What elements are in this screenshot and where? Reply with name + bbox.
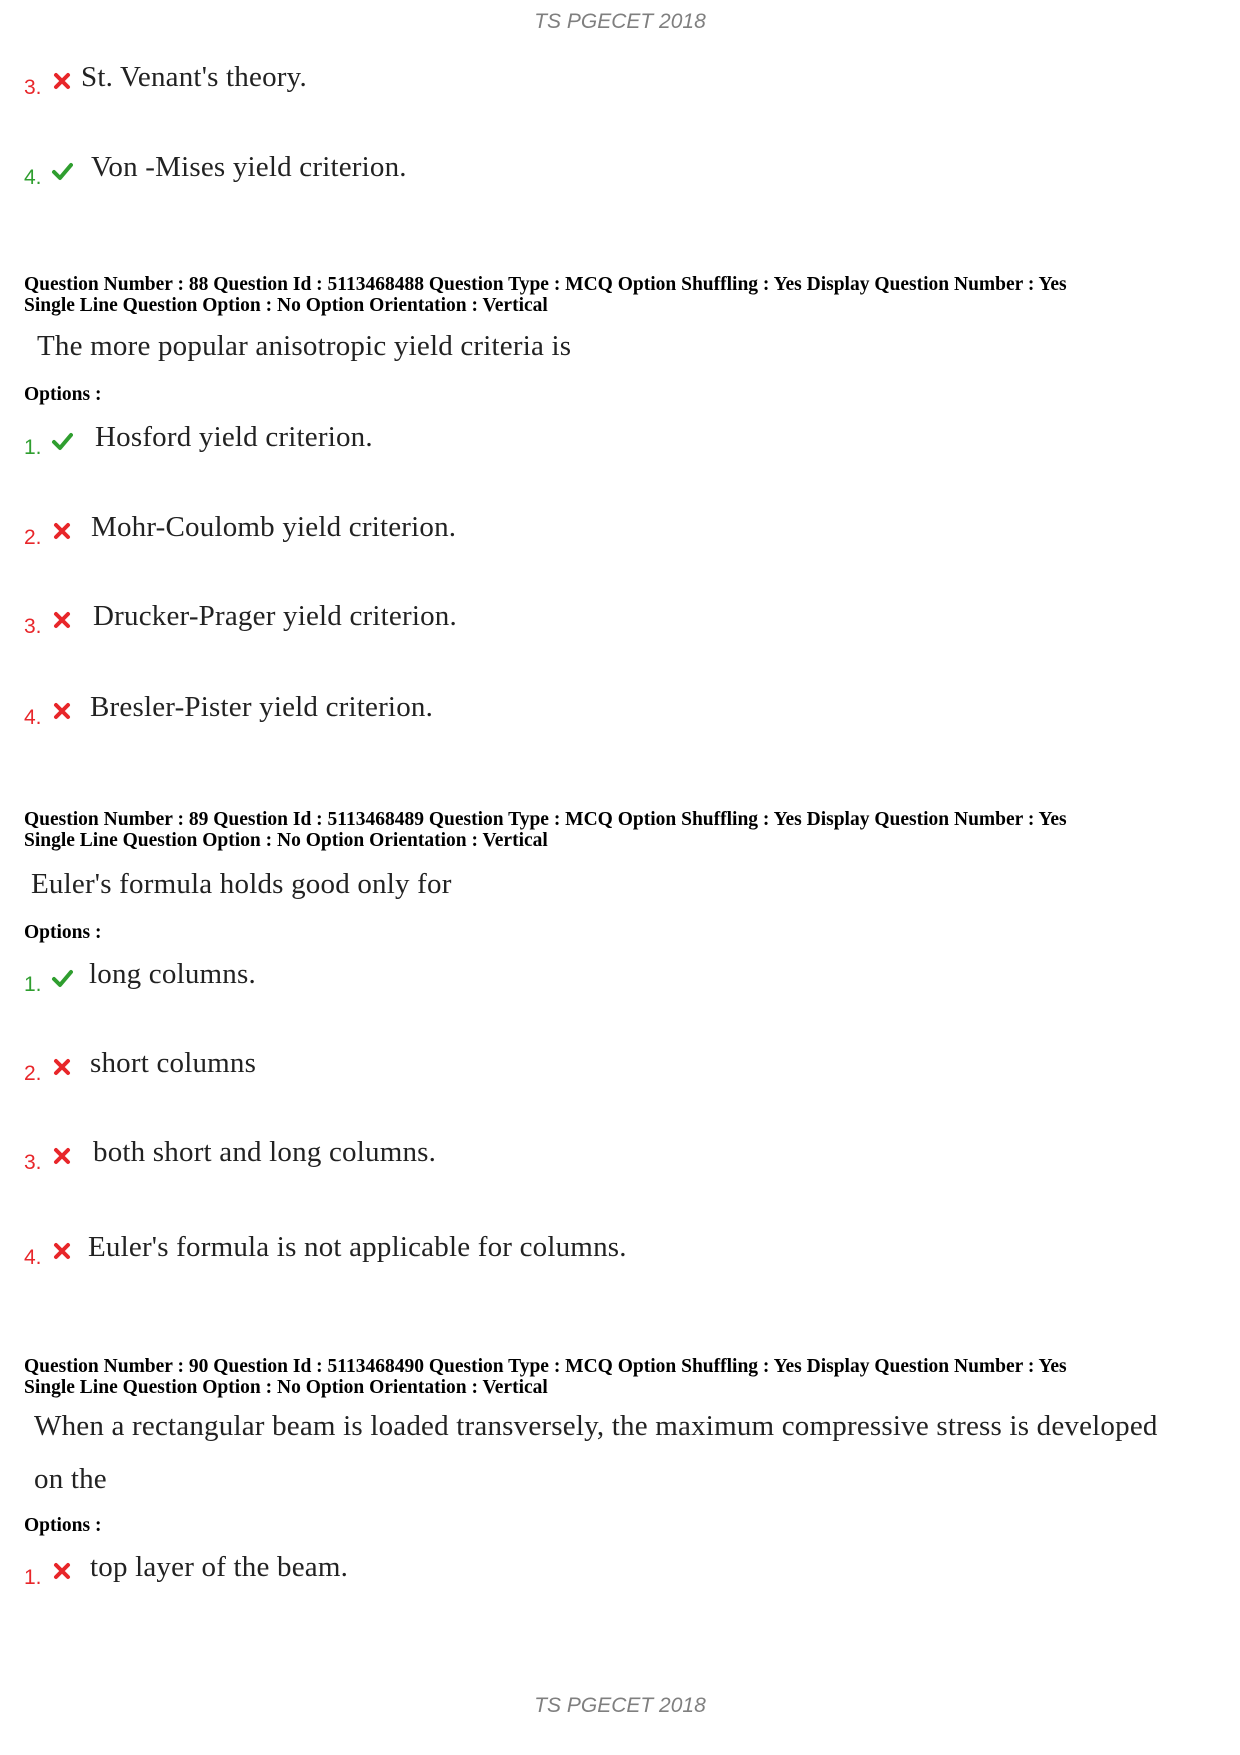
question-meta-line2: Single Line Question Option : No Option Orientation : Vertical [24,830,548,851]
option-number: 4. [24,706,42,729]
option-number: 1. [24,1566,42,1589]
option-text: top layer of the beam. [90,1551,349,1583]
option-text: Bresler-Pister yield criterion. [90,691,434,723]
option-text: Von -Mises yield criterion. [91,151,407,183]
cross-mark-icon [51,70,73,92]
option-text: both short and long columns. [93,1136,437,1168]
options-label: Options : [24,1515,102,1536]
question-meta-line1: Question Number : 89 Question Id : 5113468489 Question Type : MCQ Option Shuffling : Yes Display Question Number : Yes [24,809,1067,830]
cross-mark-icon [51,609,73,631]
page-header: TS PGECET 2018 [534,10,706,33]
question-meta-line1: Question Number : 88 Question Id : 5113468488 Question Type : MCQ Option Shuffling : Yes Display Question Number : Yes [24,274,1067,295]
question-meta-line2: Single Line Question Option : No Option Orientation : Vertical [24,295,548,316]
question-text: The more popular anisotropic yield criteria is [37,330,572,362]
question-meta-line1: Question Number : 90 Question Id : 5113468490 Question Type : MCQ Option Shuffling : Yes Display Question Number : Yes [24,1356,1067,1377]
option-number: 1. [24,973,42,996]
question-text-continued: on the [34,1463,107,1495]
options-label: Options : [24,384,102,405]
option-number: 4. [24,166,42,189]
cross-mark-icon [51,1240,73,1262]
option-number: 3. [24,615,42,638]
option-text: Euler's formula is not applicable for columns. [88,1231,627,1263]
cross-mark-icon [51,1560,73,1582]
question-meta-line2: Single Line Question Option : No Option Orientation : Vertical [24,1377,548,1398]
option-text: Mohr-Coulomb yield criterion. [91,511,457,543]
cross-mark-icon [51,1056,73,1078]
option-text: long columns. [89,958,256,990]
check-mark-icon [51,967,73,989]
option-text: St. Venant's theory. [81,61,307,93]
option-number: 4. [24,1246,42,1269]
page-footer: TS PGECET 2018 [534,1694,706,1717]
option-number: 3. [24,1151,42,1174]
option-number: 2. [24,1062,42,1085]
question-text: Euler's formula holds good only for [31,868,452,900]
option-number: 2. [24,526,42,549]
check-mark-icon [51,430,73,452]
option-text: Drucker-Prager yield criterion. [93,600,457,632]
question-text: When a rectangular beam is loaded transversely, the maximum compressive stress is developed [34,1410,1158,1442]
option-number: 3. [24,76,42,99]
cross-mark-icon [51,700,73,722]
option-number: 1. [24,436,42,459]
cross-mark-icon [51,1145,73,1167]
cross-mark-icon [51,520,73,542]
option-text: short columns [90,1047,257,1079]
option-text: Hosford yield criterion. [95,421,373,453]
options-label: Options : [24,922,102,943]
check-mark-icon [51,160,73,182]
